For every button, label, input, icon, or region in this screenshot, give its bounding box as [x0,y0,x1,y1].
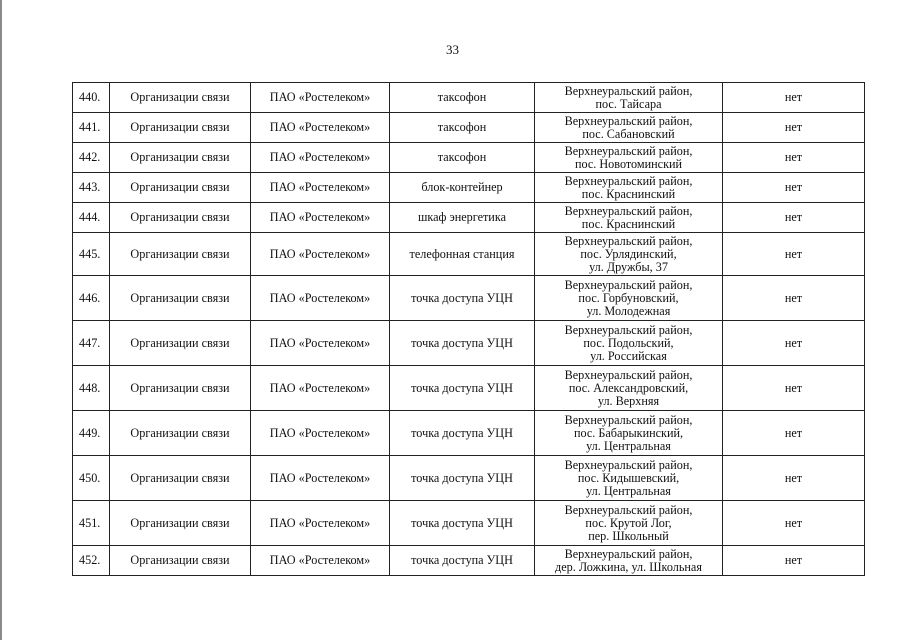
object-cell: точка доступа УЦН [390,546,535,576]
object-cell: таксофон [390,83,535,113]
owner-cell: ПАО «Ростелеком» [251,366,390,411]
owner-cell: ПАО «Ростелеком» [251,456,390,501]
owner-cell: ПАО «Ростелеком» [251,203,390,233]
address-cell: Верхнеуральский район, пос. Краснинский [535,173,723,203]
category-cell: Организации связи [110,203,251,233]
object-cell: точка доступа УЦН [390,456,535,501]
owner-cell: ПАО «Ростелеком» [251,143,390,173]
object-cell: телефонная станция [390,233,535,276]
flag-cell: нет [723,321,865,366]
address-cell: Верхнеуральский район, пос. Крутой Лог, пер. Школьный [535,501,723,546]
address-cell: Верхнеуральский район, пос. Подольский, ул. Российская [535,321,723,366]
page-number: 33 [446,42,459,57]
registry-table-body [73,83,865,576]
row-number-cell: 445. [73,233,110,276]
flag-cell: нет [723,113,865,143]
address-cell: Верхнеуральский район, пос. Горбуновский, ул. Молодежная [535,276,723,321]
object-cell: точка доступа УЦН [390,411,535,456]
category-cell: Организации связи [110,233,251,276]
owner-cell: ПАО «Ростелеком» [251,233,390,276]
address-cell: Верхнеуральский район, пос. Сабановский [535,113,723,143]
address-cell: Верхнеуральский район, пос. Урлядинский, ул. Дружбы, 37 [535,233,723,276]
object-cell: блок-контейнер [390,173,535,203]
row-number-cell: 441. [73,113,110,143]
flag-cell: нет [723,411,865,456]
object-cell: точка доступа УЦН [390,501,535,546]
category-cell: Организации связи [110,501,251,546]
owner-cell: ПАО «Ростелеком» [251,411,390,456]
address-cell: Верхнеуральский район, пос. Новотоминский [535,143,723,173]
table-row [73,233,865,276]
category-cell: Организации связи [110,113,251,143]
owner-cell: ПАО «Ростелеком» [251,321,390,366]
flag-cell: нет [723,143,865,173]
owner-cell: ПАО «Ростелеком» [251,113,390,143]
object-cell: таксофон [390,113,535,143]
address-cell: Верхнеуральский район, пос. Тайсара [535,83,723,113]
table-row [73,546,865,576]
flag-cell: нет [723,546,865,576]
category-cell: Организации связи [110,173,251,203]
row-number-cell: 448. [73,366,110,411]
flag-cell: нет [723,203,865,233]
table-row [73,456,865,501]
row-number-cell: 446. [73,276,110,321]
address-cell: Верхнеуральский район, пос. Кидышевский, ул. Центральная [535,456,723,501]
row-number-cell: 452. [73,546,110,576]
row-number-cell: 444. [73,203,110,233]
flag-cell: нет [723,366,865,411]
table-row [73,276,865,321]
table-row [73,203,865,233]
address-cell: Верхнеуральский район, пос. Бабарыкинский, ул. Центральная [535,411,723,456]
flag-cell: нет [723,233,865,276]
category-cell: Организации связи [110,321,251,366]
flag-cell: нет [723,173,865,203]
owner-cell: ПАО «Ростелеком» [251,276,390,321]
object-cell: точка доступа УЦН [390,276,535,321]
owner-cell: ПАО «Ростелеком» [251,173,390,203]
row-number-cell: 449. [73,411,110,456]
address-cell: Верхнеуральский район, дер. Ложкина, ул. Школьная [535,546,723,576]
address-cell: Верхнеуральский район, пос. Краснинский [535,203,723,233]
object-cell: точка доступа УЦН [390,321,535,366]
category-cell: Организации связи [110,366,251,411]
category-cell: Организации связи [110,546,251,576]
flag-cell: нет [723,501,865,546]
row-number-cell: 450. [73,456,110,501]
table-row [73,321,865,366]
owner-cell: ПАО «Ростелеком» [251,546,390,576]
object-cell: точка доступа УЦН [390,366,535,411]
category-cell: Организации связи [110,276,251,321]
row-number-cell: 451. [73,501,110,546]
row-number-cell: 443. [73,173,110,203]
category-cell: Организации связи [110,456,251,501]
registry-table [72,82,865,576]
table-row [73,143,865,173]
category-cell: Организации связи [110,83,251,113]
category-cell: Организации связи [110,143,251,173]
row-number-cell: 442. [73,143,110,173]
table-row [73,113,865,143]
scan-border [0,0,2,640]
table-row [73,366,865,411]
flag-cell: нет [723,456,865,501]
address-cell: Верхнеуральский район, пос. Александровский, ул. Верхняя [535,366,723,411]
table-row [73,411,865,456]
table-row [73,173,865,203]
object-cell: шкаф энергетика [390,203,535,233]
row-number-cell: 440. [73,83,110,113]
category-cell: Организации связи [110,411,251,456]
table-row [73,501,865,546]
owner-cell: ПАО «Ростелеком» [251,501,390,546]
owner-cell: ПАО «Ростелеком» [251,83,390,113]
flag-cell: нет [723,83,865,113]
table-row [73,83,865,113]
object-cell: таксофон [390,143,535,173]
row-number-cell: 447. [73,321,110,366]
flag-cell: нет [723,276,865,321]
